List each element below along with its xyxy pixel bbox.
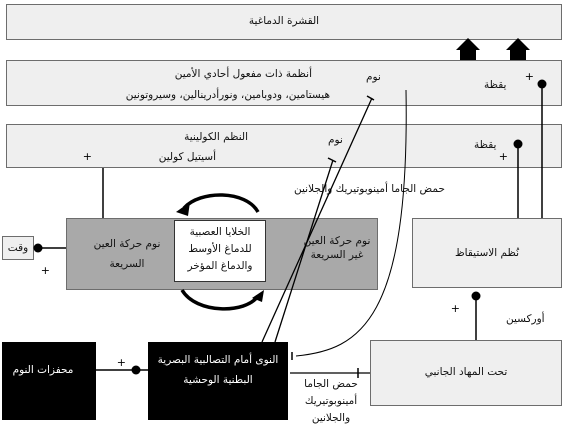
cholinergic-subtitle: أسيتيل كولين xyxy=(158,151,216,163)
curved-arrow-icon xyxy=(176,202,190,216)
plus-sign: + xyxy=(116,356,126,369)
monoamine-sleep-label: نوم xyxy=(366,71,381,83)
arrow-up-icon xyxy=(506,38,530,60)
monoamine-subtitle: هيستامين، ودوبامين، ونورأدرينالين، وسيروتونين xyxy=(125,89,330,101)
lateral-hypothalamus-label: تحت المهاد الجانبي xyxy=(424,366,508,378)
arrow-up-icon xyxy=(456,38,480,60)
plus-sign: + xyxy=(450,302,460,315)
rem-label: نوم حركة العين السريعة xyxy=(93,238,161,270)
time-label: وقت xyxy=(7,242,29,254)
excitatory-terminal-icon xyxy=(34,244,43,253)
monoamine-wake-label: يقظة xyxy=(484,79,507,91)
sleep-drivers-label: محفزات النوم xyxy=(12,364,74,376)
excitatory-terminal-icon xyxy=(538,80,547,89)
vlpo-label: النوى أمام التصالبية البصرية البطنية الوحشية xyxy=(157,354,279,386)
cholinergic-wake-label: يقظة xyxy=(474,139,497,151)
plus-sign: + xyxy=(40,264,50,277)
arousal-label: نُظم الاستيقاظ xyxy=(454,247,520,259)
brainstem-neurons-label: الخلايا العصبية للدماغ الأوسط والدماغ المؤخر xyxy=(187,226,253,272)
plus-sign: + xyxy=(82,150,92,163)
plus-sign: + xyxy=(498,150,508,163)
cholinergic-title: النظم الكولينية xyxy=(184,131,248,143)
orexin-label: أوركسين xyxy=(506,313,545,325)
plus-sign: + xyxy=(524,70,534,83)
cholinergic-sleep-label: نوم xyxy=(328,134,343,146)
excitatory-terminal-icon xyxy=(472,292,481,301)
excitatory-terminal-icon xyxy=(514,140,523,149)
nrem-label: نوم حركة العين غير السريعة xyxy=(303,235,371,261)
excitatory-terminal-icon xyxy=(132,366,141,375)
gaba-label-bottom: حمض الجاما أمينوبوتيريك والجلانين xyxy=(304,378,358,424)
monoamine-title: أنظمة ذات مفعول أحادي الأمين xyxy=(174,68,312,80)
gaba-label-top: حمض الجاما أمينوبوتيريك والجلانين xyxy=(294,183,445,195)
cortex-label: القشرة الدماغية xyxy=(248,15,320,27)
